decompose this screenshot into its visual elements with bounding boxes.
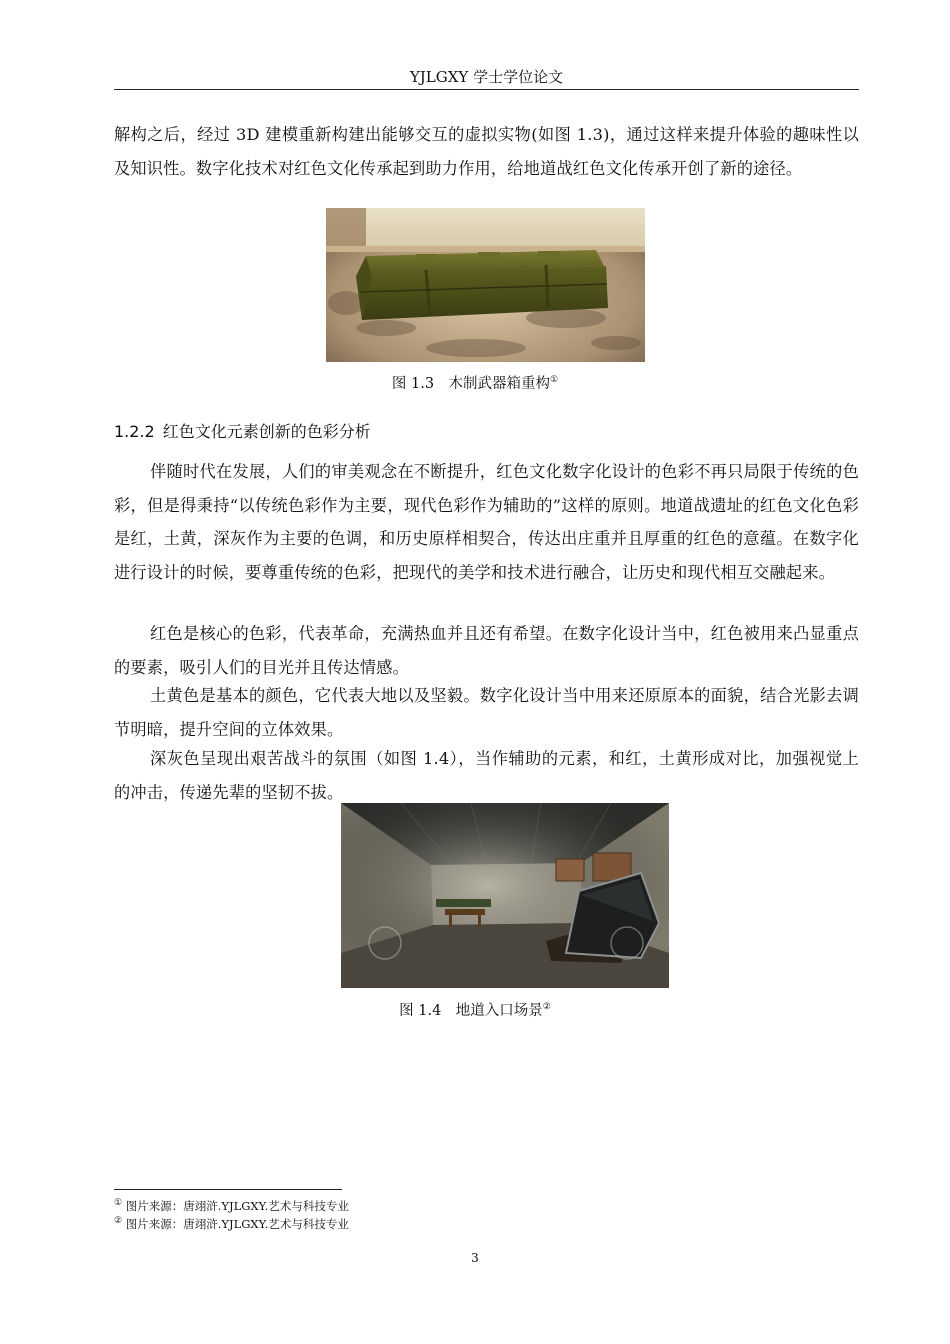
paragraph-red: 红色是核心的色彩，代表革命，充满热血并且还有希望。在数字化设计当中，红色被用来凸显重点的要素，吸引人们的目光并且传达情感。: [114, 624, 859, 677]
footnote-2: [114, 1216, 349, 1232]
figure-weapon-crate-image: [326, 208, 645, 362]
running-header: YJLGXY 学士学位论文: [409, 68, 564, 86]
figure-1-4-note-mark: ②: [542, 1002, 551, 1013]
section-title: 红色文化元素创新的色彩分析: [162, 422, 371, 441]
page-number: 3: [471, 1251, 479, 1265]
footnote-1: [114, 1198, 349, 1214]
figure-1-3-caption: [0, 372, 950, 393]
footnote-2-text: 图片来源：唐翊浒.YJLGXY.艺术与科技专业: [125, 1217, 349, 1231]
figure-1-3-caption-text: 图 1.3 木制武器箱重构: [391, 376, 551, 392]
paragraph-colors-intro: 伴随时代在发展，人们的审美观念在不断提升，红色文化数字化设计的色彩不再只局限于传统的色彩，但是得秉持“以传统色彩作为主要，现代色彩作为辅助的”这样的原则。地道战遗址的红色文化色彩是红，土黄，深灰作为主要的色调，和历史原样相契合，传达出庄重并且厚重的红色的意蕴。在数字化进行设计的时候，要尊重传统的色彩，把现代的美学和技术进行融合，让历史和现代相互交融起来。: [114, 462, 859, 582]
footnote-1-text: 图片来源：唐翊浒.YJLGXY.艺术与科技专业: [125, 1199, 349, 1213]
footnote-1-mark: ①: [114, 1198, 123, 1209]
figure-1-4-caption-text: 图 1.4 地道入口场景: [399, 1003, 543, 1019]
footnote-2-mark: ②: [114, 1216, 123, 1227]
figure-tunnel-entrance-image: [341, 803, 669, 988]
figure-1-4-caption: [0, 999, 950, 1020]
figure-1-3-note-mark: ①: [550, 375, 559, 386]
section-heading: [114, 419, 371, 442]
paragraph-earth-yellow: 土黄色是基本的颜色，它代表大地以及坚毅。数字化设计当中用来还原原本的面貌，结合光影去调节明暗，提升空间的立体效果。: [114, 686, 859, 739]
intro-paragraph: 解构之后，经过 3D 建模重新构建出能够交互的虚拟实物(如图 1.3)，通过这样来提升体验的趣味性以及知识性。数字化技术对红色文化传承起到助力作用，给地道战红色文化传承开创了新的途径。: [114, 125, 859, 178]
footnote-rule: [114, 1189, 342, 1190]
paragraph-dark-gray: 深灰色呈现出艰苦战斗的氛围（如图 1.4），当作辅助的元素，和红，土黄形成对比，加强视觉上的冲击，传递先辈的坚韧不拔。: [114, 749, 859, 802]
header-rule: [114, 89, 859, 90]
section-number: 1.2.2: [114, 422, 155, 441]
